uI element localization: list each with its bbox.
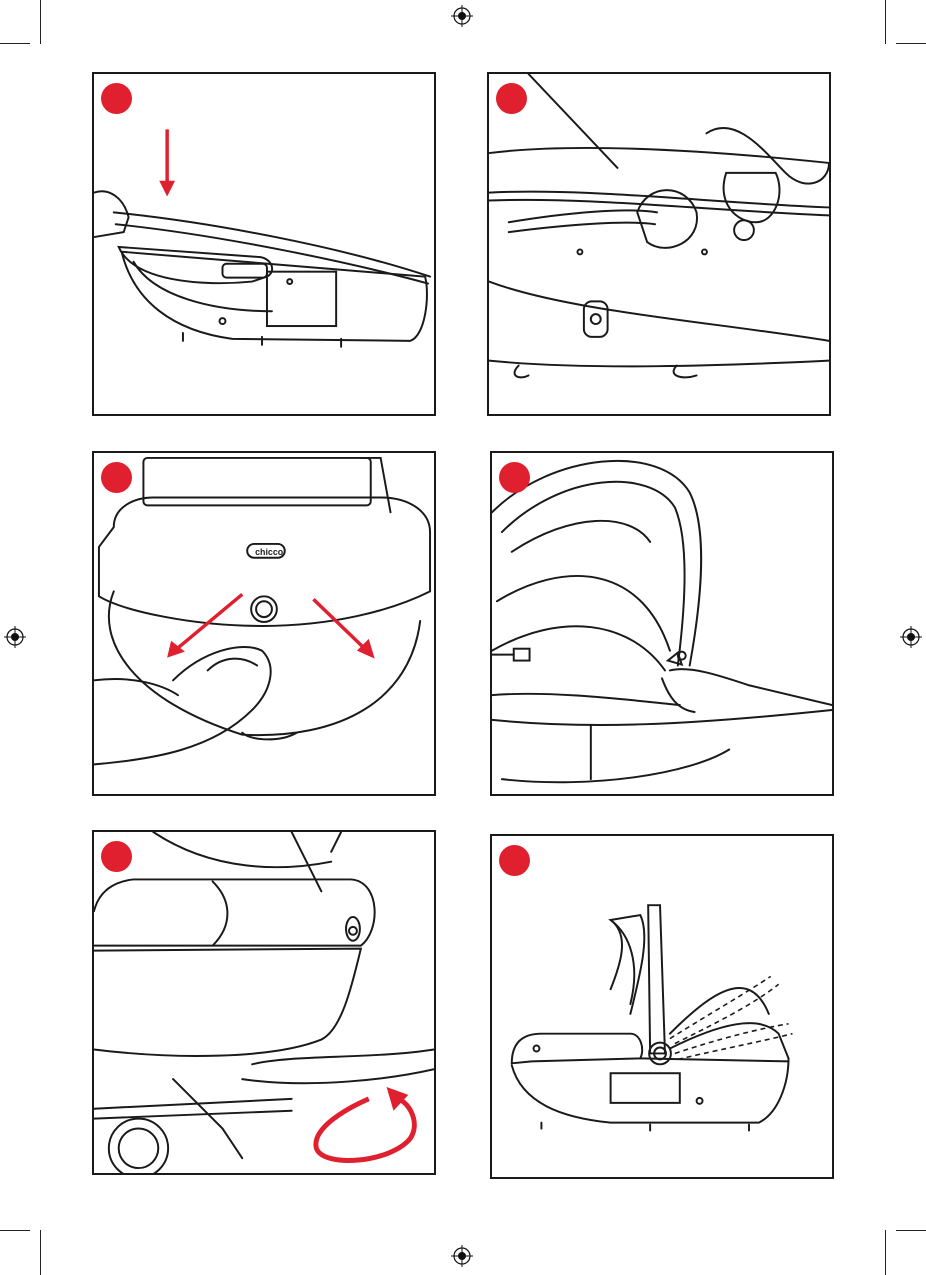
trim-mark <box>896 43 926 44</box>
hood-attachment-illustration <box>492 453 832 794</box>
instruction-panel-4 <box>490 451 834 796</box>
brand-label: chicco <box>255 546 284 557</box>
trim-mark <box>0 43 30 44</box>
registration-mark-icon <box>4 626 26 648</box>
trim-mark <box>40 0 41 44</box>
trim-mark <box>40 1230 41 1275</box>
step-marker <box>101 462 132 493</box>
trim-mark <box>885 0 886 44</box>
step-marker <box>496 83 527 114</box>
instruction-panel-3 <box>92 451 436 796</box>
registration-mark-icon <box>900 626 922 648</box>
trim-mark <box>885 1230 886 1275</box>
step-marker <box>499 462 530 493</box>
registration-mark-icon <box>451 1245 473 1267</box>
instruction-panel-5 <box>92 830 436 1175</box>
step-marker <box>101 83 132 114</box>
registration-mark-icon <box>451 5 473 27</box>
instruction-panel-6 <box>490 834 834 1179</box>
rear-cover-release-illustration <box>94 453 434 794</box>
instruction-panel-2 <box>487 72 831 416</box>
lever-rotation-illustration <box>94 832 434 1173</box>
step-marker <box>499 845 530 876</box>
handle-release-illustration <box>489 74 829 414</box>
trim-mark <box>0 1230 30 1231</box>
trim-mark <box>896 1230 926 1231</box>
hood-positions-illustration <box>492 836 832 1177</box>
instruction-panel-1 <box>92 72 436 416</box>
step-marker <box>101 841 132 872</box>
carrycot-lowering-illustration <box>94 74 434 414</box>
